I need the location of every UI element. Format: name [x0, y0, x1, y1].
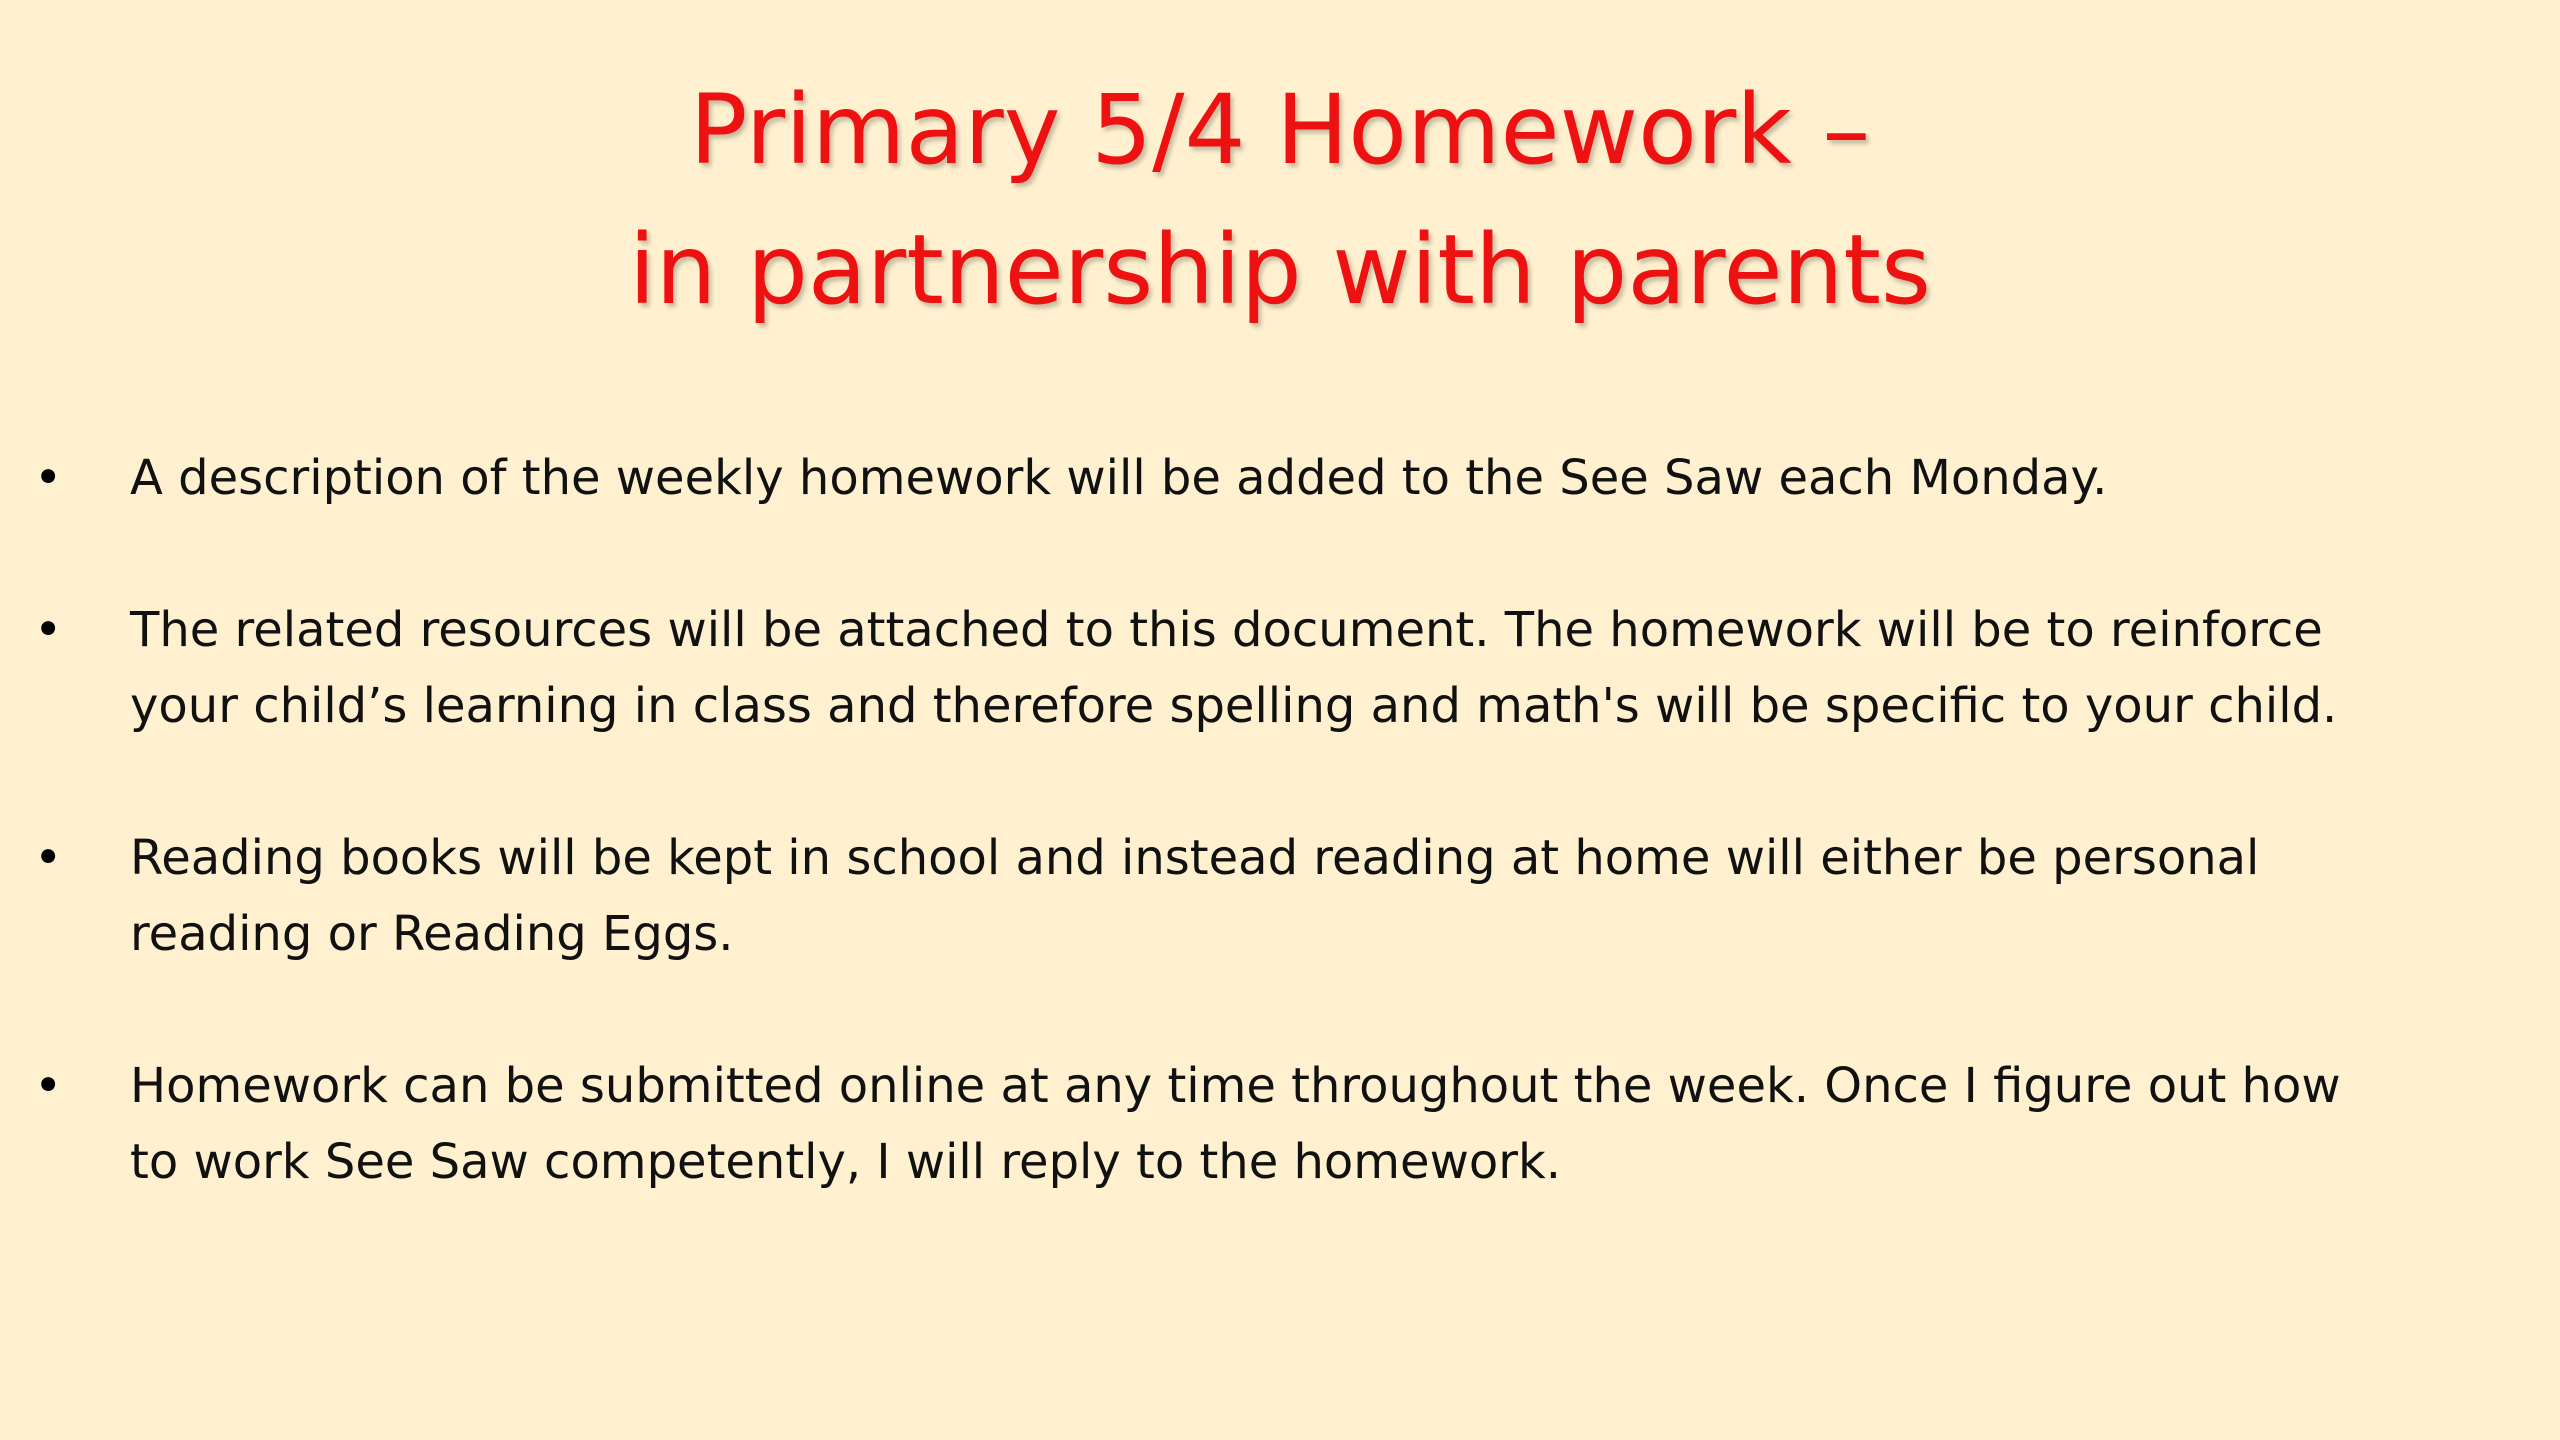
bullet-icon: • — [34, 830, 63, 886]
bullet-text-line: reading or Reading Eggs. — [130, 906, 734, 962]
bullet-item-resources — [0, 592, 2560, 744]
bullet-list — [0, 440, 2560, 1276]
bullet-item-reading-books — [0, 820, 2560, 972]
slide-title — [0, 60, 2560, 340]
bullet-item-weekly-description — [0, 440, 2560, 516]
title-line-2: in partnership with parents — [628, 214, 1932, 326]
bullet-icon: • — [34, 450, 63, 506]
bullet-text-line: Reading books will be kept in school and instead reading at home will either be personal — [130, 830, 2260, 886]
bullet-text-line: The related resources will be attached to this document. The homework will be to reinforce — [130, 602, 2323, 658]
bullet-icon: • — [34, 602, 63, 658]
bullet-text-line: to work See Saw competently, I will reply to the homework. — [130, 1134, 1561, 1190]
bullet-text-line: your child’s learning in class and therefore spelling and math's will be specific to your child. — [130, 678, 2338, 734]
bullet-item-submission — [0, 1048, 2560, 1200]
bullet-icon: • — [34, 1058, 63, 1114]
bullet-text-line: Homework can be submitted online at any time throughout the week. Once I figure out how — [130, 1058, 2341, 1114]
title-line-1: Primary 5/4 Homework – — [689, 74, 1871, 186]
bullet-text-line: A description of the weekly homework will be added to the See Saw each Monday. — [130, 450, 2108, 506]
